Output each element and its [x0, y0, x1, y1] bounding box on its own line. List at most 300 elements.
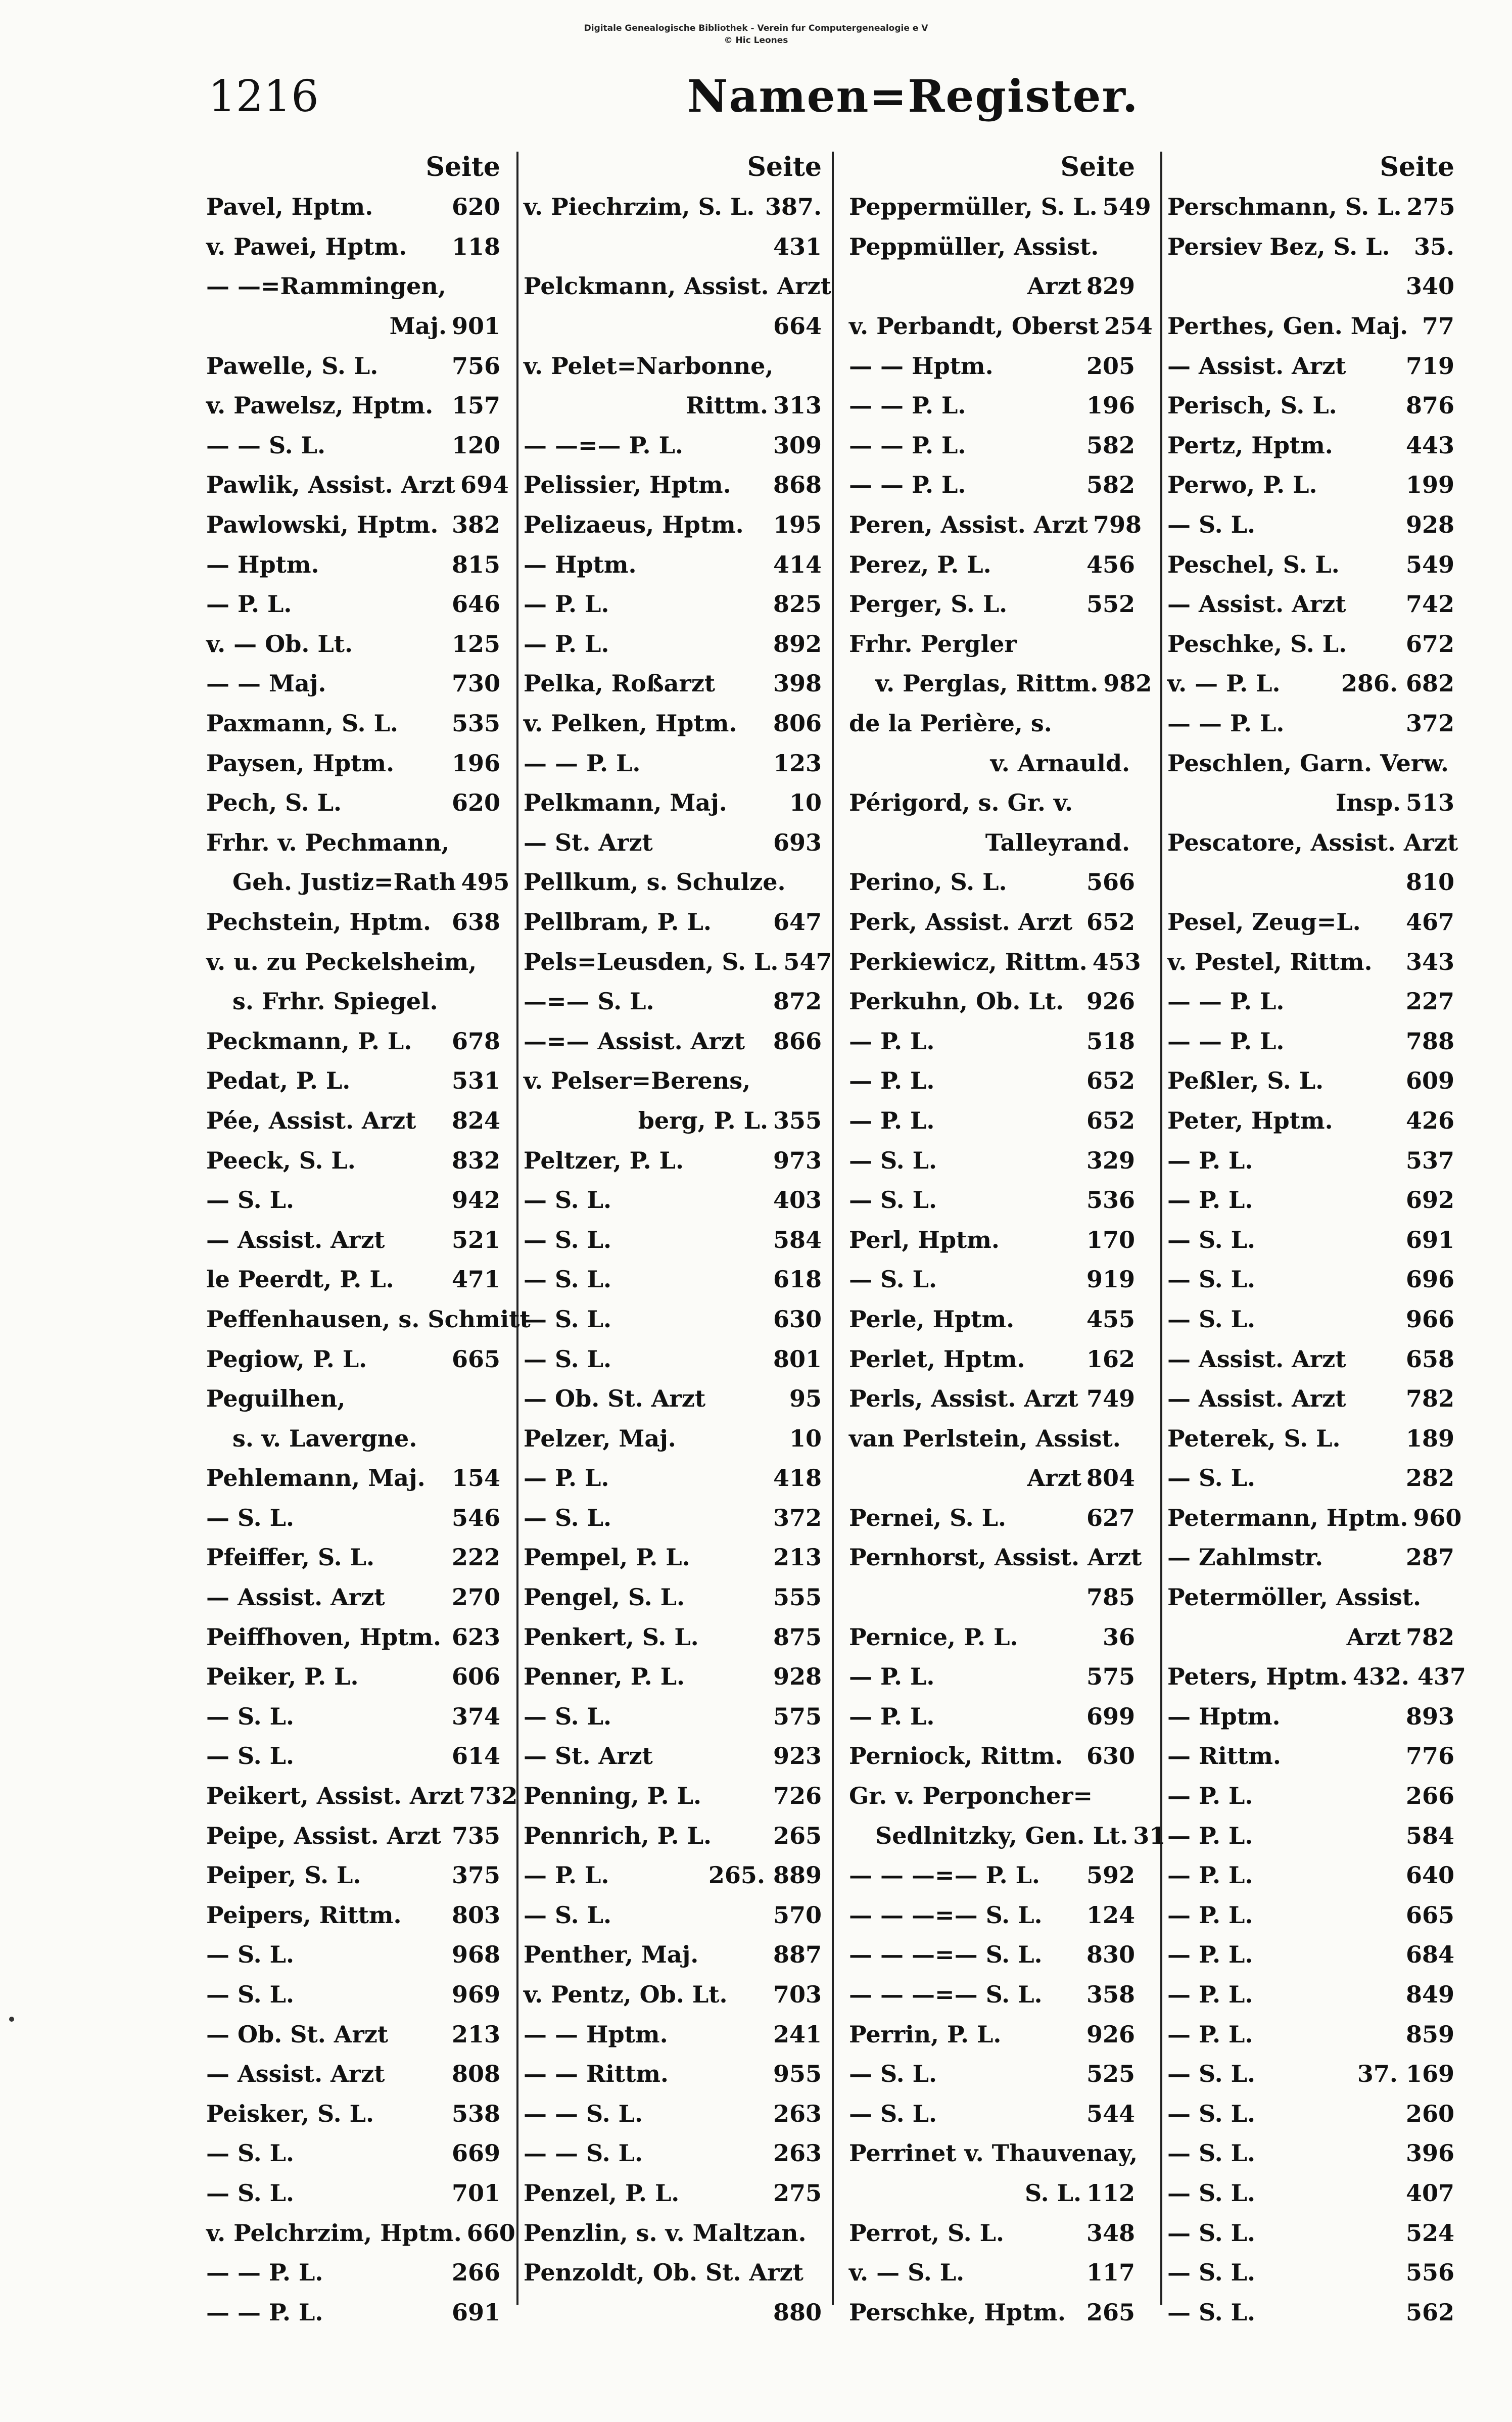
index-entry	[1167, 426, 1454, 465]
entry-name: — — S. L.	[524, 2139, 643, 2167]
entry-name: — S. L.	[1167, 2298, 1255, 2326]
index-entry	[206, 1180, 500, 1220]
entry-name: — — P. L.	[1167, 710, 1285, 737]
index-entry	[524, 1657, 822, 1697]
entry-page-number: 546	[451, 1504, 500, 1531]
entry-name: Peltzer, P. L.	[524, 1146, 684, 1174]
entry-name: Peffenhausen, s. Schmitt	[206, 1305, 531, 1333]
entry-name: —=— S. L.	[524, 988, 654, 1015]
entry-page-number: 630	[773, 1305, 822, 1333]
entry-page-number: 355	[773, 1106, 822, 1134]
entry-page-number: 726	[773, 1782, 822, 1810]
entry-page-number: 403	[773, 1186, 822, 1214]
index-entry	[1167, 227, 1454, 267]
entry-name: — S. L.	[524, 1186, 611, 1214]
entry-name: Peiker, P. L.	[206, 1663, 359, 1691]
index-entry	[849, 187, 1151, 227]
index-entry	[524, 346, 822, 386]
index-entry	[524, 2014, 822, 2054]
index-entry	[206, 544, 500, 584]
entry-page-number: 154	[451, 1464, 500, 1492]
entry-name: Peter, Hptm.	[1167, 1106, 1333, 1134]
entry-name: Pawelle, S. L.	[206, 352, 379, 380]
entry-page-number: 222	[451, 1544, 500, 1571]
index-entry	[849, 1140, 1135, 1180]
entry-page-number: 282	[1405, 1464, 1454, 1492]
entry-name: Pechstein, Hptm.	[206, 908, 431, 936]
index-entry	[1167, 982, 1454, 1021]
entry-page-number: 618	[773, 1266, 822, 1293]
index-entry	[849, 1895, 1135, 1935]
entry-page-number: 118	[451, 232, 500, 260]
entry-name: — Assist. Arzt	[1167, 1345, 1346, 1373]
entry-name: — P. L.	[849, 1027, 935, 1055]
index-entry	[849, 704, 1135, 743]
entry-page-number: 652	[1086, 1106, 1135, 1134]
entry-page-number: 170	[1086, 1226, 1135, 1253]
index-entry	[849, 426, 1135, 465]
entry-name: — St. Arzt	[524, 1742, 653, 1770]
entry-name: Perkuhn, Ob. Lt.	[849, 988, 1064, 1015]
entry-page-number: 275	[773, 2179, 822, 2207]
entry-name: s. v. Lavergne.	[232, 1424, 417, 1452]
index-entry	[849, 306, 1153, 346]
entry-name: — — —=— P. L.	[849, 1861, 1040, 1889]
entry-page-number: 825	[773, 590, 822, 618]
entry-name: Pelkmann, Maj.	[524, 789, 727, 817]
index-entry	[206, 1458, 500, 1498]
entry-name: — — P. L.	[206, 2298, 323, 2326]
entry-name: Perkiewicz, Rittm.	[849, 948, 1088, 975]
entry-page-number: 968	[451, 1941, 500, 1969]
entry-page-number: 309	[773, 431, 822, 459]
index-entry	[206, 584, 500, 624]
entry-page-number: 892	[773, 630, 822, 658]
entry-name: — S. L.	[849, 1146, 937, 1174]
entry-page-number: 456	[1086, 550, 1135, 578]
entry-page-number: 199	[1405, 471, 1454, 499]
entry-name: v. u. zu Peckelsheim,	[206, 948, 477, 975]
entry-page-number: 162	[1086, 1345, 1135, 1373]
index-entry	[206, 2054, 500, 2094]
index-entry	[1167, 1657, 1466, 1697]
entry-name: Perls, Assist. Arzt	[849, 1385, 1078, 1413]
index-entry	[849, 1736, 1135, 1776]
index-entry	[849, 1418, 1135, 1458]
entry-name: Perle, Hptm.	[849, 1305, 1015, 1333]
index-entry	[849, 1458, 1135, 1498]
index-entry	[206, 1021, 500, 1061]
index-entry	[524, 1299, 822, 1339]
entry-name: — — P. L.	[849, 431, 966, 459]
index-entry	[206, 1617, 500, 1657]
entry-name: Arzt	[1346, 1623, 1401, 1651]
index-entry	[206, 1657, 500, 1697]
index-entry	[1167, 346, 1454, 386]
index-entry	[206, 2253, 500, 2293]
page-number: 1216	[208, 71, 319, 122]
index-entry	[206, 386, 500, 426]
entry-page-number: 547	[783, 948, 832, 975]
entry-page-number: 942	[451, 1186, 500, 1214]
entry-page-number: 117	[1086, 2259, 1135, 2287]
index-entry	[849, 1538, 1142, 1577]
entry-page-number: 652	[1086, 1067, 1135, 1095]
index-entry	[524, 902, 822, 942]
index-entry	[1167, 306, 1454, 346]
entry-page-number: 926	[1086, 2020, 1135, 2048]
entry-name: Sedlnitzky, Gen. Lt.	[875, 1822, 1128, 1849]
entry-name: Perlet, Hptm.	[849, 1345, 1025, 1373]
index-entry	[206, 187, 500, 227]
index-entry	[849, 1697, 1135, 1737]
entry-name: — — —=— S. L.	[849, 1941, 1043, 1969]
entry-name: — Assist. Arzt	[206, 2060, 385, 2088]
entry-page-number: 732	[469, 1782, 518, 1810]
index-entry	[524, 544, 822, 584]
entry-page-number: 372	[1405, 710, 1454, 737]
index-entry	[849, 465, 1135, 505]
index-entry	[849, 1935, 1135, 1975]
entry-name: Périgord, s. Gr. v.	[849, 789, 1073, 817]
entry-name: Paysen, Hptm.	[206, 749, 395, 777]
index-entry	[206, 1736, 500, 1776]
entry-name: — S. L.	[1167, 2060, 1255, 2088]
entry-name: — Assist. Arzt	[1167, 590, 1346, 618]
entry-page-number: 694	[460, 471, 509, 499]
index-entry	[1167, 2054, 1454, 2094]
entry-name: — S. L.	[524, 1702, 611, 1730]
entry-name: Perschke, Hptm.	[849, 2298, 1066, 2326]
index-entry	[1167, 2213, 1454, 2253]
entry-name: Pavel, Hptm.	[206, 193, 373, 221]
index-entry	[206, 227, 500, 267]
entry-page-number: 555	[773, 1583, 822, 1611]
entry-page-number: 467	[1405, 908, 1454, 936]
entry-page-number: 582	[1086, 431, 1135, 459]
entry-page-number: 260	[1405, 2100, 1454, 2127]
entry-name: Penzlin, s. v. Maltzan.	[524, 2219, 807, 2247]
index-entry	[1167, 1815, 1454, 1855]
entry-name: Pels=Leusden, S. L.	[524, 948, 779, 975]
entry-name: Pescatore, Assist. Arzt	[1167, 828, 1458, 856]
entry-page-number: 684	[1405, 1941, 1454, 1969]
index-entry	[524, 942, 832, 982]
entry-page-number: 832	[451, 1146, 500, 1174]
entry-name: — P. L.	[1167, 1941, 1253, 1969]
entry-page-number: 969	[451, 1981, 500, 2009]
entry-name: Perniock, Rittm.	[849, 1742, 1063, 1770]
index-entry	[1167, 624, 1454, 664]
entry-name: — S. L.	[206, 1504, 294, 1531]
entry-page-number: 742	[1405, 590, 1454, 618]
entry-page-number: 396	[1405, 2139, 1454, 2167]
entry-page-number: 431	[773, 232, 822, 260]
index-entry	[849, 266, 1135, 306]
index-entry	[1167, 1021, 1454, 1061]
entry-name: v. Pawei, Hptm.	[206, 232, 407, 260]
entry-page-number: 37. 169	[1357, 2060, 1454, 2088]
entry-page-number: 570	[773, 1901, 822, 1929]
index-entry	[849, 1339, 1135, 1379]
index-entry	[206, 1776, 518, 1816]
entry-name: — P. L.	[849, 1067, 935, 1095]
entry-name: v. Pelet=Narbonne,	[524, 352, 774, 380]
index-entry	[206, 1498, 500, 1538]
entry-name: Peisker, S. L.	[206, 2100, 374, 2127]
index-entry	[524, 1577, 822, 1617]
seite-header: Seite	[747, 152, 822, 182]
index-entry	[206, 1577, 500, 1617]
entry-page-number: 125	[451, 630, 500, 658]
index-entry	[1167, 584, 1454, 624]
entry-name: Pech, S. L.	[206, 789, 342, 817]
entry-page-number: 265	[773, 1822, 822, 1849]
entry-page-number: 824	[451, 1106, 500, 1134]
index-entry	[206, 1935, 500, 1975]
entry-name: Pelissier, Hptm.	[524, 471, 731, 499]
entry-name: Pernhorst, Assist. Arzt	[849, 1544, 1142, 1571]
entry-name: Paxmann, S. L.	[206, 710, 398, 737]
entry-page-number: 266	[1405, 1782, 1454, 1810]
entry-name: v. — S. L.	[849, 2259, 965, 2287]
index-entry	[524, 704, 822, 743]
index-entry	[849, 1657, 1135, 1697]
entry-name: Perk, Assist. Arzt	[849, 908, 1073, 936]
entry-name: — — Hptm.	[524, 2020, 668, 2048]
index-entry	[849, 2014, 1135, 2054]
entry-name: Pedat, P. L.	[206, 1067, 351, 1095]
index-entry	[1167, 783, 1454, 823]
index-entry	[206, 624, 500, 664]
entry-page-number: 471	[451, 1266, 500, 1293]
entry-name: Perger, S. L.	[849, 590, 1008, 618]
entry-name: van Perlstein, Assist.	[849, 1424, 1121, 1452]
index-entry	[849, 2213, 1135, 2253]
index-entry	[1167, 1418, 1454, 1458]
entry-page-number: 810	[1405, 868, 1454, 896]
index-entry	[849, 1101, 1135, 1141]
entry-name: — P. L.	[1167, 1822, 1253, 1849]
entry-name: Perthes, Gen. Maj.	[1167, 312, 1408, 340]
entry-name: — S. L.	[524, 1266, 611, 1293]
index-entry	[206, 1140, 500, 1180]
entry-name: — S. L.	[206, 1981, 294, 2009]
index-entry	[849, 1379, 1135, 1419]
index-entry	[1167, 1379, 1454, 1419]
index-entry	[849, 942, 1141, 982]
index-entry	[524, 783, 822, 823]
index-entry	[849, 1061, 1135, 1101]
index-entry	[206, 982, 500, 1021]
entry-page-number: 868	[773, 471, 822, 499]
entry-page-number: 672	[1405, 630, 1454, 658]
index-entry	[524, 1140, 822, 1180]
entry-name: Pennrich, P. L.	[524, 1822, 712, 1849]
entry-name: Frhr. Pergler	[849, 630, 1017, 658]
watermark-line-2: © Hic Leones	[724, 35, 788, 45]
index-entry	[1167, 664, 1454, 704]
index-entry	[1167, 1339, 1454, 1379]
index-entry	[524, 862, 822, 902]
entry-name: — P. L.	[1167, 2020, 1253, 2048]
index-entry	[206, 465, 509, 505]
entry-name: Pengel, S. L.	[524, 1583, 685, 1611]
entry-list	[524, 187, 832, 2332]
entry-name: Maj.	[389, 312, 447, 340]
index-entry	[524, 1498, 822, 1538]
entry-name: v. — Ob. Lt.	[206, 630, 353, 658]
entry-name: — S. L.	[1167, 2219, 1255, 2247]
index-entry	[524, 2292, 822, 2332]
entry-name: Pempel, P. L.	[524, 1544, 690, 1571]
entry-name: v. Pelken, Hptm.	[524, 710, 737, 737]
entry-page-number: 730	[451, 670, 500, 697]
index-entry	[524, 505, 822, 545]
entry-name: — Ob. St. Arzt	[524, 1385, 706, 1413]
entry-page-number: 806	[773, 710, 822, 737]
index-entry	[1167, 2253, 1454, 2293]
entry-page-number: 521	[451, 1226, 500, 1253]
index-entry	[849, 1299, 1135, 1339]
entry-name: v. Perglas, Rittm.	[875, 670, 1099, 697]
index-entry	[1167, 2133, 1454, 2173]
entry-name: Perino, S. L.	[849, 868, 1007, 896]
entry-name: — P. L.	[524, 590, 609, 618]
entry-name: Petermann, Hptm.	[1167, 1504, 1408, 1531]
entry-name: Arzt	[1027, 272, 1081, 300]
index-entry	[849, 1021, 1135, 1061]
entry-name: — Hptm.	[1167, 1702, 1281, 1730]
entry-list	[1167, 187, 1466, 2332]
index-entry	[1167, 1935, 1454, 1975]
index-entry	[1167, 386, 1454, 426]
entry-page-number: 525	[1086, 2060, 1135, 2088]
index-entry	[849, 1180, 1135, 1220]
entry-name: — S. L.	[849, 2100, 937, 2127]
index-entry	[1167, 1577, 1454, 1617]
entry-page-number: 614	[451, 1742, 500, 1770]
index-entry	[849, 2173, 1135, 2213]
entry-name: — P. L.	[1167, 1146, 1253, 1174]
index-entry	[849, 743, 1135, 783]
index-entry	[524, 624, 822, 664]
entry-page-number: 398	[773, 670, 822, 697]
entry-page-number: 266	[451, 2259, 500, 2287]
entry-page-number: 693	[773, 828, 822, 856]
entry-name: Insp.	[1335, 789, 1401, 817]
entry-page-number: 782	[1405, 1385, 1454, 1413]
index-entry	[524, 1538, 822, 1577]
index-entry	[524, 1180, 822, 1220]
entry-page-number: 788	[1405, 1027, 1454, 1055]
entry-page-number: 270	[451, 1583, 500, 1611]
entry-name: — Assist. Arzt	[1167, 1385, 1346, 1413]
entry-name: — — P. L.	[206, 2259, 323, 2287]
entry-name: Geh. Justiz=Rath	[232, 868, 456, 896]
entry-page-number: 566	[1086, 868, 1135, 896]
entry-page-number: 537	[1405, 1146, 1454, 1174]
entry-name: Peschlen, Garn. Verw.	[1167, 749, 1449, 777]
entry-page-number: 876	[1405, 392, 1454, 420]
index-entry	[206, 266, 500, 306]
index-entry	[206, 2292, 500, 2332]
entry-page-number: 340	[1405, 272, 1454, 300]
entry-page-number: 647	[773, 908, 822, 936]
entry-page-number: 875	[773, 1623, 822, 1651]
entry-name: Penning, P. L.	[524, 1782, 701, 1810]
index-entry	[206, 942, 500, 982]
index-entry	[849, 2054, 1135, 2094]
index-entry	[206, 1895, 500, 1935]
index-entry	[524, 1855, 822, 1895]
index-entry	[1167, 902, 1454, 942]
index-entry	[206, 505, 500, 545]
index-entry	[524, 426, 822, 465]
margin-dot	[9, 2017, 14, 2022]
index-entry	[849, 1577, 1135, 1617]
entry-name: —=— Assist. Arzt	[524, 1027, 745, 1055]
entry-name: — S. L.	[206, 1702, 294, 1730]
entry-name: v. Pelchrzim, Hptm.	[206, 2219, 462, 2247]
entry-page-number: 31	[1133, 1822, 1166, 1849]
index-entry	[206, 2213, 515, 2253]
index-entry	[1167, 1061, 1454, 1101]
entry-name: — — P. L.	[1167, 1027, 1285, 1055]
entry-name: Penther, Maj.	[524, 1941, 699, 1969]
entry-page-number: 808	[451, 2060, 500, 2088]
index-entry	[849, 1776, 1135, 1816]
entry-name: le Peerdt, P. L.	[206, 1266, 394, 1293]
entry-name: — — P. L.	[849, 471, 966, 499]
entry-name: Peikert, Assist. Arzt	[206, 1782, 464, 1810]
entry-page-number: 263	[773, 2100, 822, 2127]
index-entry	[849, 584, 1135, 624]
entry-page-number: 343	[1405, 948, 1454, 975]
entry-page-number: 880	[773, 2298, 822, 2326]
entry-page-number: 960	[1413, 1504, 1462, 1531]
entry-page-number: 866	[773, 1027, 822, 1055]
entry-page-number: 782	[1405, 1623, 1454, 1651]
entry-name: Peipers, Rittm.	[206, 1901, 402, 1929]
entry-name: Peßler, S. L.	[1167, 1067, 1324, 1095]
entry-name: — S. L.	[1167, 1266, 1255, 1293]
entry-name: — P. L.	[1167, 1901, 1253, 1929]
index-entry	[1167, 465, 1454, 505]
index-entry	[206, 783, 500, 823]
entry-page-number: 455	[1086, 1305, 1135, 1333]
entry-name: — Zahlmstr.	[1167, 1544, 1324, 1571]
index-entry	[1167, 1617, 1454, 1657]
entry-page-number: 196	[1086, 392, 1135, 420]
entry-name: Peckmann, P. L.	[206, 1027, 412, 1055]
index-entry	[1167, 1180, 1454, 1220]
entry-page-number: 627	[1086, 1504, 1135, 1531]
entry-name: Perrin, P. L.	[849, 2020, 1002, 2048]
entry-page-number: 313	[773, 392, 822, 420]
entry-name: Peschel, S. L.	[1167, 550, 1340, 578]
entry-name: Penkert, S. L.	[524, 1623, 699, 1651]
index-entry	[524, 2054, 822, 2094]
index-entry	[524, 2094, 822, 2134]
index-entry	[1167, 1498, 1462, 1538]
entry-page-number: 919	[1086, 1266, 1135, 1293]
index-entry	[524, 2133, 822, 2173]
column-divider	[1160, 152, 1162, 2305]
entry-name: — S. L.	[849, 1186, 937, 1214]
entry-page-number: 719	[1405, 352, 1454, 380]
entry-name: — — S. L.	[206, 431, 325, 459]
